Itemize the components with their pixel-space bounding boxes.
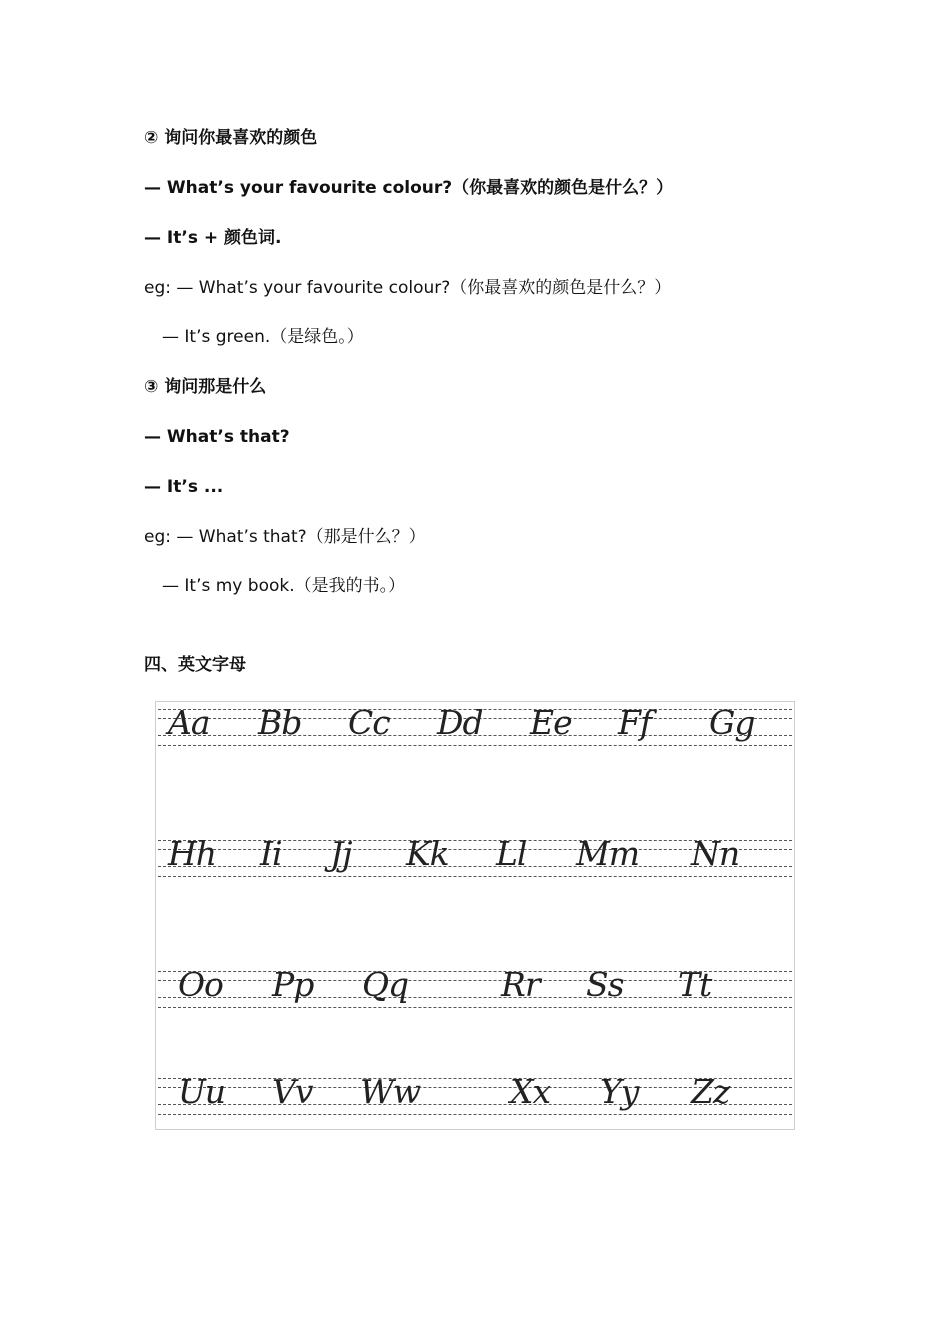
- letter-pair: Vv: [272, 1072, 313, 1111]
- letter-pair: Qq: [362, 965, 409, 1004]
- letter-pair: Pp: [272, 965, 314, 1004]
- alphabet-chart: [155, 701, 795, 1130]
- alphabet-row: [156, 705, 794, 743]
- letter-pair: Hh: [168, 834, 217, 873]
- section-heading: 四、英文字母: [144, 655, 246, 675]
- alphabet-row: [156, 836, 794, 874]
- letter-pair: Nn: [691, 834, 740, 873]
- pattern-question: — What’s that?: [144, 427, 290, 447]
- example-answer: — It’s green.（是绿色。）: [162, 327, 364, 347]
- alphabet-row: [156, 967, 794, 1005]
- pattern-question: — What’s your favourite colour?（你最喜欢的颜色是什么？）: [144, 178, 674, 198]
- letter-pair: Oo: [178, 965, 223, 1004]
- letter-pair: Dd: [437, 703, 483, 742]
- example-question: eg: — What’s that?（那是什么？）: [144, 527, 426, 547]
- letter-pair: Ss: [586, 965, 624, 1004]
- letter-pair: Ee: [530, 703, 572, 742]
- letter-pair: Aa: [168, 703, 210, 742]
- letter-pair: Yy: [600, 1072, 639, 1111]
- example-answer: — It’s my book.（是我的书。）: [162, 576, 406, 596]
- letter-pair: Cc: [348, 703, 390, 742]
- letter-pair: Tt: [678, 965, 712, 1004]
- letter-pair: Ii: [260, 834, 282, 873]
- letter-pair: Gg: [709, 703, 755, 742]
- subheading-what-is-that: ③ 询问那是什么: [144, 377, 267, 397]
- letter-pair: Bb: [258, 703, 302, 742]
- letter-pair: Uu: [178, 1072, 226, 1111]
- letter-pair: Kk: [406, 834, 449, 873]
- letter-pair: Ll: [496, 834, 527, 873]
- letter-pair: Rr: [501, 965, 540, 1004]
- letter-pair: Zz: [691, 1072, 730, 1111]
- letter-pair: Ff: [618, 703, 652, 742]
- subheading-favourite-colour: ② 询问你最喜欢的颜色: [144, 128, 318, 148]
- pattern-answer: — It’s + 颜色词.: [144, 228, 282, 248]
- letter-pair: Jj: [330, 834, 352, 873]
- example-question: eg: — What’s your favourite colour?（你最喜欢的颜色是什么？）: [144, 278, 672, 298]
- letter-pair: Ww: [360, 1072, 421, 1111]
- letter-pair: Mm: [576, 834, 640, 873]
- letter-pair: Xx: [510, 1072, 551, 1111]
- alphabet-row: [156, 1074, 794, 1112]
- pattern-answer: — It’s ...: [144, 477, 224, 497]
